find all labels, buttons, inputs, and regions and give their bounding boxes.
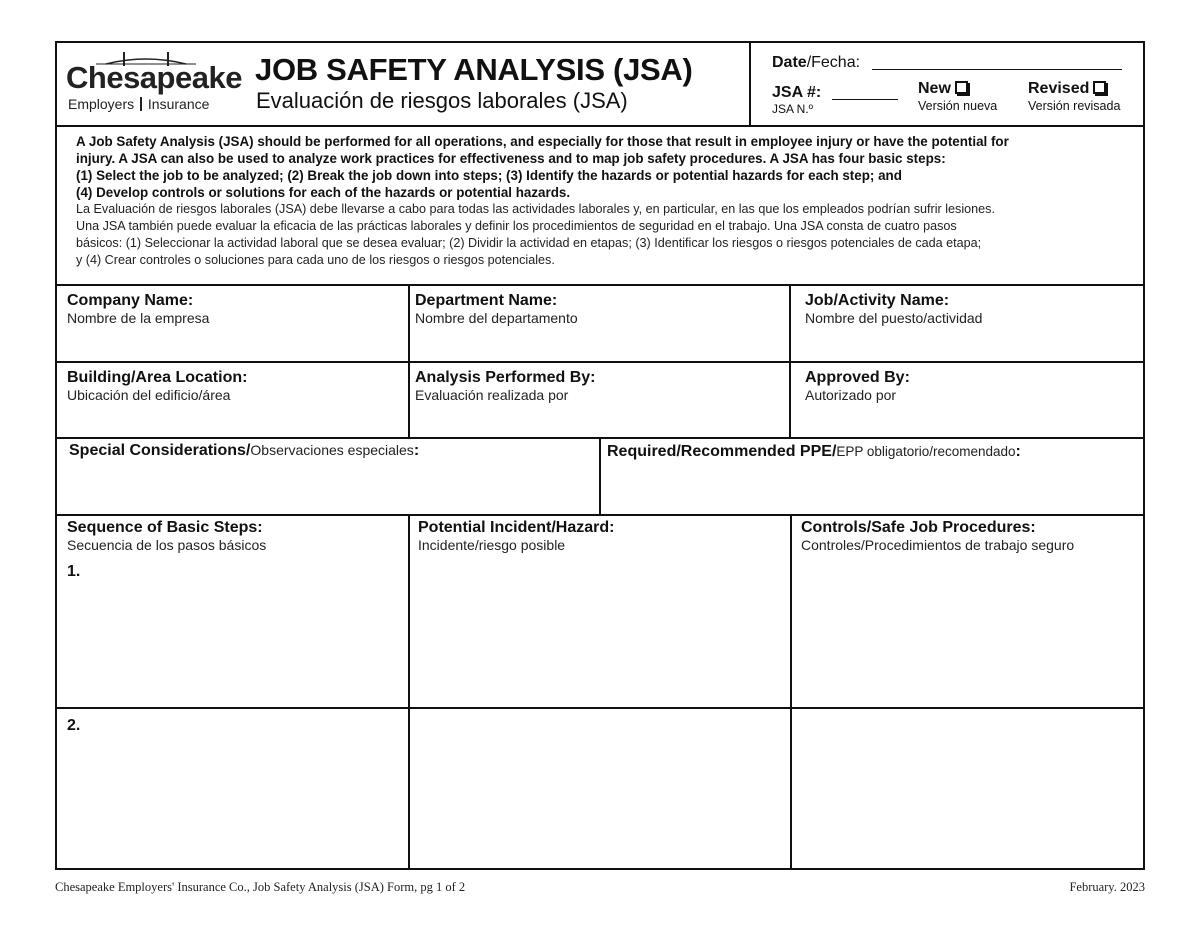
ppe-field[interactable]: Required/Recommended PPE/EPP obligatorio/recomendado: bbox=[607, 443, 1021, 460]
page-subtitle: Evaluación de riesgos laborales (JSA) bbox=[256, 88, 628, 113]
rule-row1-bottom bbox=[56, 361, 1144, 363]
logo-wordmark: Chesapeake bbox=[66, 60, 242, 95]
controls-column-sub: Controles/Procedimientos de trabajo seguro bbox=[801, 537, 1075, 553]
approved-by-label: Approved By: bbox=[805, 369, 910, 386]
analysis-performed-label: Analysis Performed By: bbox=[415, 369, 596, 386]
intro-en-3: (1) Select the job to be analyzed; (2) Break the job down into steps; (3) Identify the hazards or potential hazards for each step; and bbox=[76, 168, 902, 183]
controls-column-label: Controls/Safe Job Procedures: bbox=[801, 519, 1036, 536]
building-location-label: Building/Area Location: bbox=[67, 369, 248, 386]
controls-1-cell[interactable] bbox=[794, 560, 1142, 704]
col-divider-mid bbox=[599, 438, 601, 515]
col-divider-1b bbox=[408, 515, 410, 869]
jsa-number-field[interactable] bbox=[832, 99, 898, 100]
step-1-cell[interactable] bbox=[58, 585, 406, 703]
building-location-sub: Ubicación del edificio/área bbox=[67, 387, 231, 403]
footer-left: Chesapeake Employers' Insurance Co., Job Safety Analysis (JSA) Form, pg 1 of 2 bbox=[55, 880, 466, 894]
intro-en-1: A Job Safety Analysis (JSA) should be performed for all operations, and especially for those that result in employee injury or have the potential for bbox=[76, 134, 1009, 149]
department-name-label: Department Name: bbox=[415, 292, 558, 309]
controls-column-header bbox=[801, 519, 1074, 553]
header-divider bbox=[749, 42, 751, 126]
step-2-number: 2. bbox=[67, 717, 81, 734]
controls-2-cell[interactable] bbox=[794, 712, 1142, 866]
company-name-field[interactable] bbox=[67, 292, 209, 326]
analysis-performed-sub: Evaluación realizada por bbox=[415, 387, 569, 403]
job-activity-label: Job/Activity Name: bbox=[805, 292, 950, 309]
date-label: Date/Fecha: bbox=[772, 54, 861, 71]
special-considerations-label: Special Considerations/ bbox=[69, 442, 251, 459]
hazard-column-sub: Incidente/riesgo posible bbox=[418, 537, 566, 553]
new-label-es: Versión nueva bbox=[918, 99, 998, 113]
revised-label: Revised bbox=[1028, 80, 1090, 97]
approved-by-field[interactable] bbox=[805, 369, 910, 403]
revised-version-option[interactable] bbox=[1028, 80, 1106, 98]
hazard-column-label: Potential Incident/Hazard: bbox=[418, 519, 615, 536]
job-activity-field[interactable] bbox=[805, 292, 982, 326]
new-version-option[interactable] bbox=[918, 80, 968, 98]
rule-intro-bottom bbox=[56, 284, 1144, 286]
analysis-performed-field[interactable] bbox=[415, 369, 596, 403]
jsa-number-label: JSA #: bbox=[772, 84, 822, 101]
intro-text bbox=[76, 133, 1138, 269]
intro-es-4: y (4) Crear controles o soluciones para cada uno de los riesgos o riesgos potenciales. bbox=[76, 253, 555, 267]
new-label: New bbox=[918, 80, 951, 97]
intro-en-2: injury. A JSA can also be used to analyze work practices for effectiveness and to map job safety procedures. A JSA has four basic steps: bbox=[76, 151, 946, 166]
hazard-2-cell[interactable] bbox=[412, 712, 786, 866]
logo-employers: Employers bbox=[68, 96, 135, 112]
department-name-field[interactable] bbox=[415, 292, 578, 326]
steps-column-sub: Secuencia de los pasos básicos bbox=[67, 537, 267, 553]
step-1-number: 1. bbox=[67, 563, 81, 580]
approved-by-sub: Autorizado por bbox=[805, 387, 897, 403]
col-divider-1a bbox=[408, 285, 410, 438]
department-name-sub: Nombre del departamento bbox=[415, 310, 578, 326]
revised-checkbox[interactable] bbox=[1093, 81, 1106, 94]
rule-step1-bottom bbox=[56, 707, 1144, 709]
footer-right: February. 2023 bbox=[1069, 880, 1145, 894]
step-2-cell[interactable] bbox=[58, 740, 406, 866]
company-name-label: Company Name: bbox=[67, 292, 194, 309]
special-considerations-field[interactable]: Special Considerations/Observaciones especiales: bbox=[69, 442, 420, 459]
logo-insurance: Insurance bbox=[147, 96, 210, 112]
ppe-sub: EPP obligatorio/recomendado bbox=[836, 444, 1016, 459]
building-location-field[interactable] bbox=[67, 369, 247, 403]
new-checkbox[interactable] bbox=[955, 81, 968, 94]
special-considerations-sub: Observaciones especiales bbox=[250, 442, 414, 458]
steps-column-header bbox=[67, 519, 266, 553]
intro-en-4: (4) Develop controls or solutions for each of the hazards or potential hazards. bbox=[76, 185, 571, 200]
header-bottom-rule bbox=[56, 125, 1144, 127]
hazard-1-cell[interactable] bbox=[412, 560, 786, 704]
col-divider-2b bbox=[790, 515, 792, 869]
intro-es-1: La Evaluación de riesgos laborales (JSA) debe llevarse a cabo para todas las actividades laborales y, en particular, en las que los empleados podrían sufrir lesiones. bbox=[76, 202, 995, 216]
date-field[interactable] bbox=[872, 69, 1122, 70]
intro-es-3: básicos: (1) Seleccionar la actividad laboral que se desea evaluar; (2) Dividir la actividad en etapas; (3) Identificar los riesgos o riesgos potenciales de cada etapa; bbox=[76, 236, 982, 250]
logo-subline bbox=[68, 96, 209, 112]
company-logo bbox=[66, 50, 242, 116]
job-activity-sub: Nombre del puesto/actividad bbox=[805, 310, 983, 326]
ppe-label: Required/Recommended PPE/ bbox=[607, 443, 837, 460]
intro-es-2: Una JSA también puede evaluar la eficacia de las prácticas laborales y definir los procedimientos de seguridad en el trabajo. Una JSA consta de cuatro pasos bbox=[76, 219, 957, 233]
steps-column-label: Sequence of Basic Steps: bbox=[67, 519, 263, 536]
jsa-number-label-es: JSA N.º bbox=[772, 102, 814, 116]
revised-label-es: Versión revisada bbox=[1028, 99, 1121, 113]
company-name-sub: Nombre de la empresa bbox=[67, 310, 210, 326]
page-title: JOB SAFETY ANALYSIS (JSA) bbox=[255, 52, 693, 87]
col-divider-2a bbox=[789, 285, 791, 438]
hazard-column-header bbox=[418, 519, 614, 553]
